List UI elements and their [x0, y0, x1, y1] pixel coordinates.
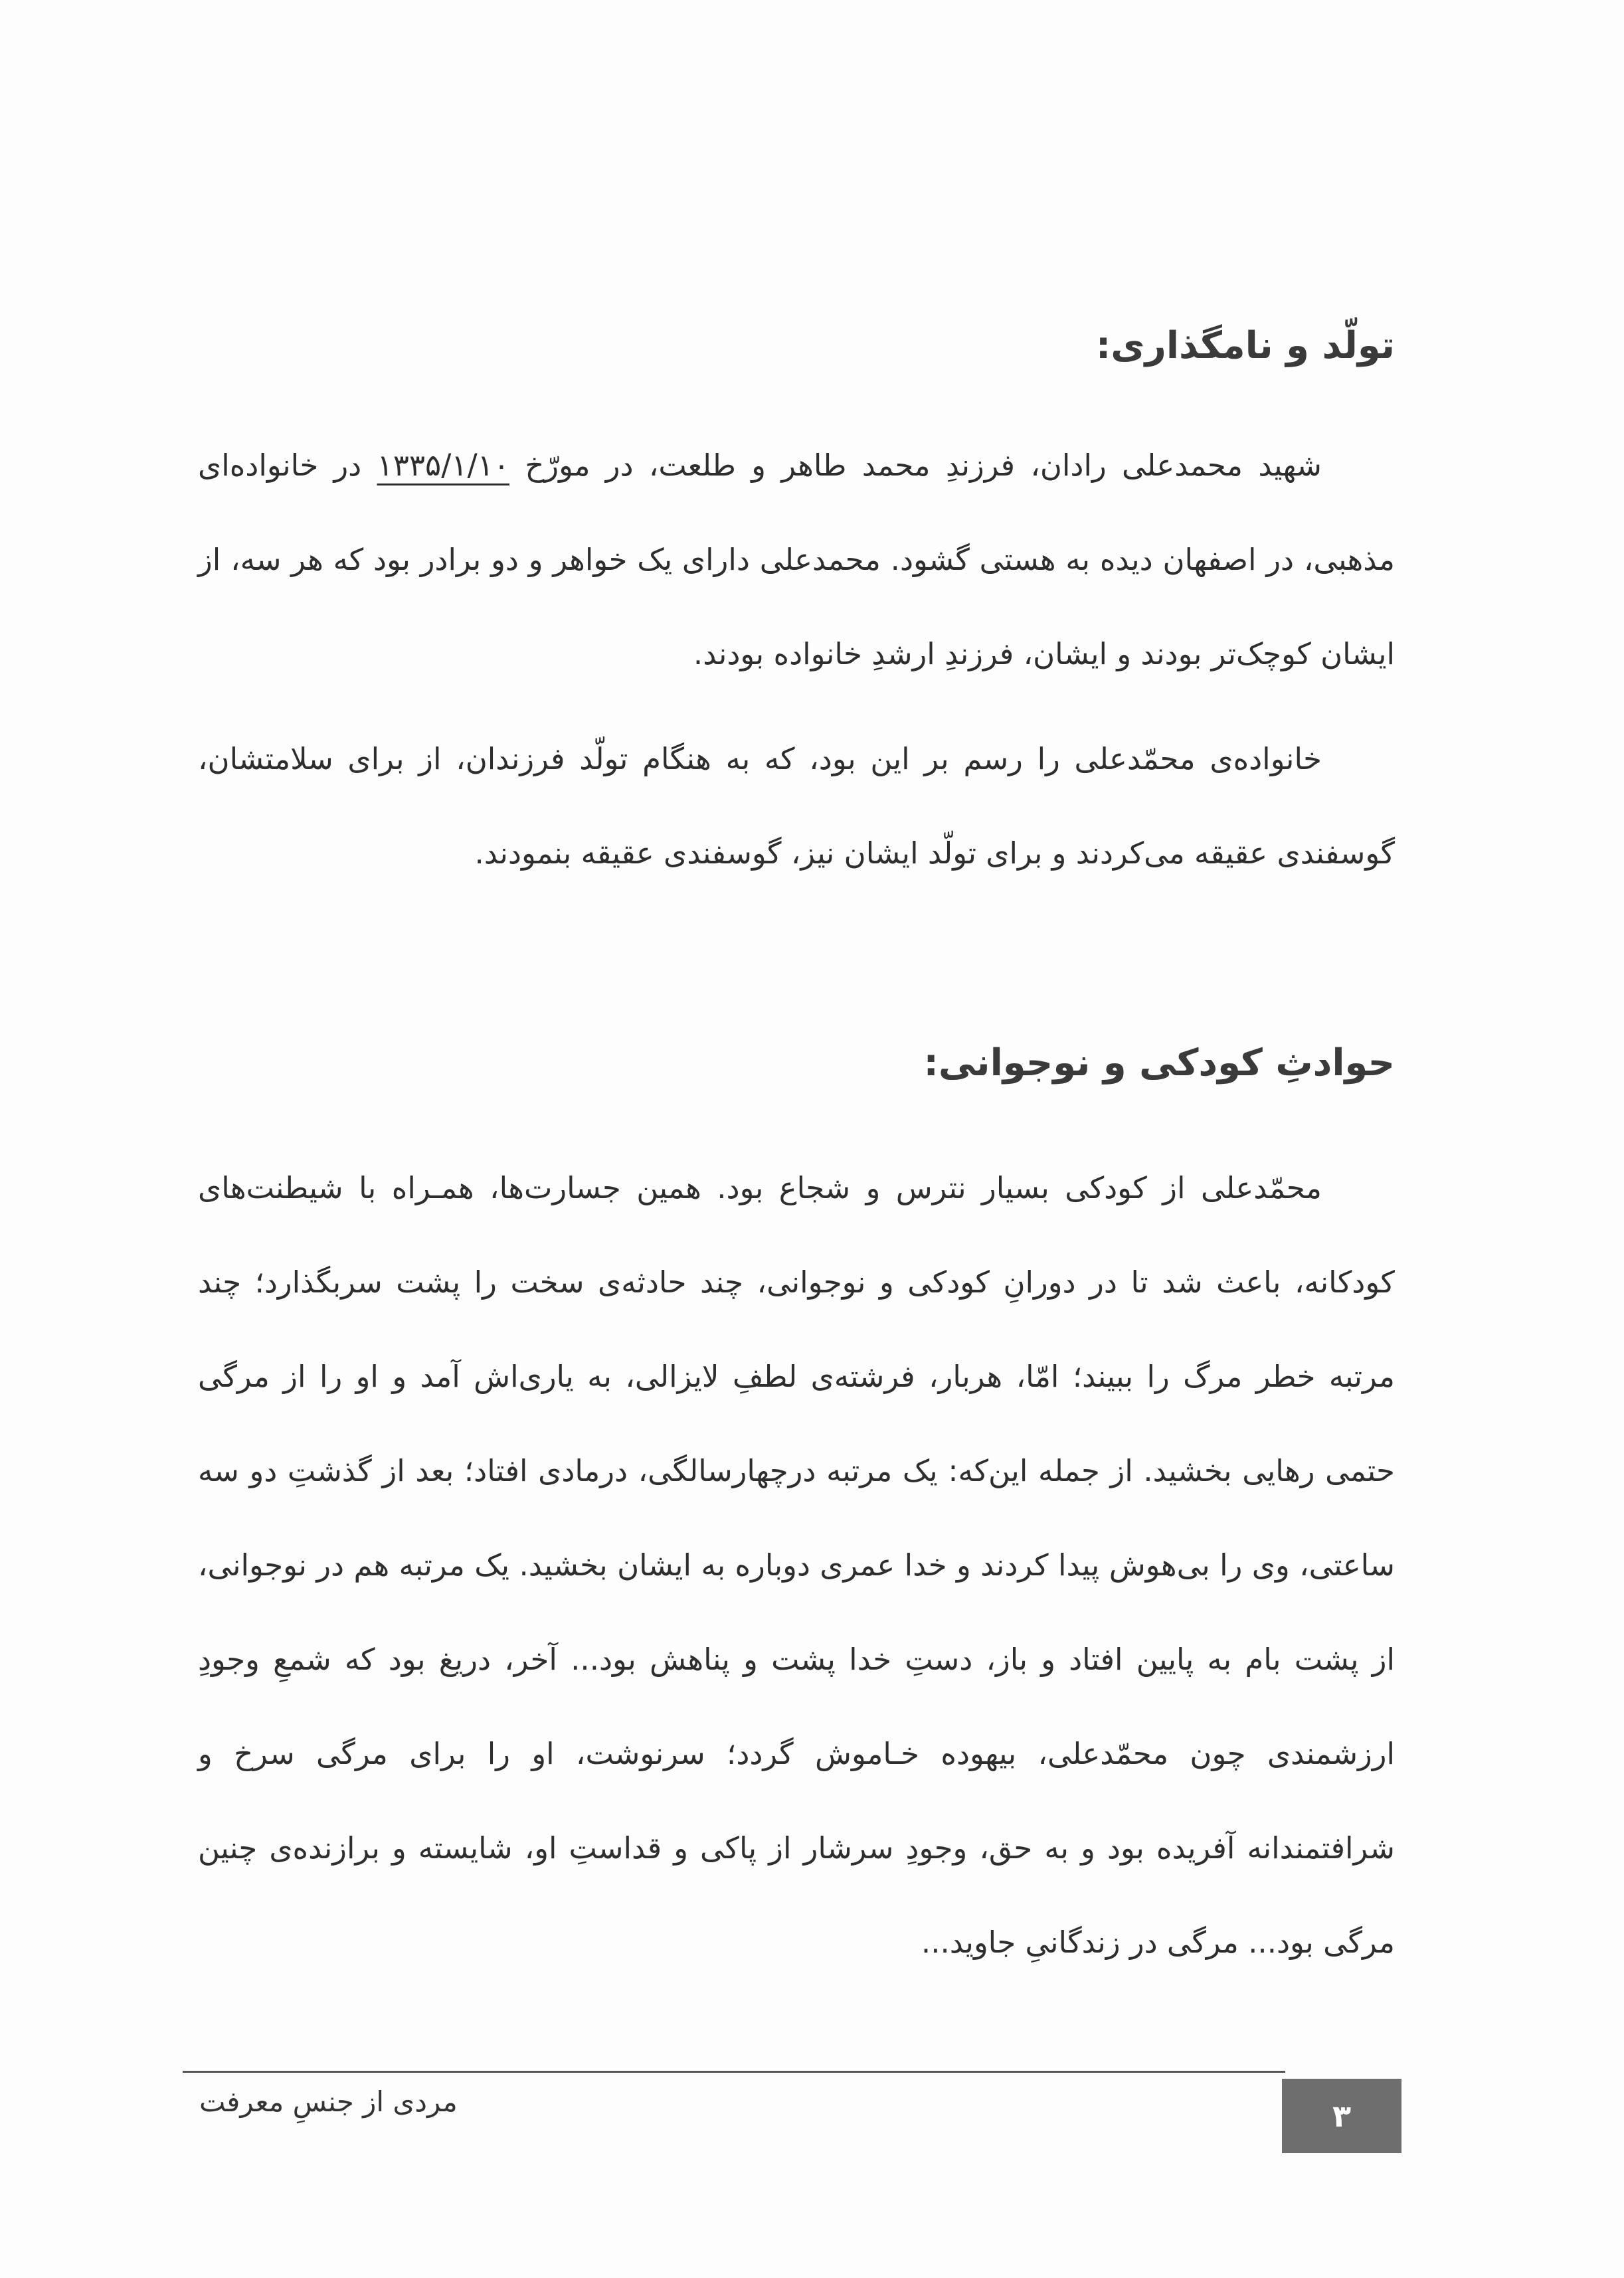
paragraph-birth-details: [198, 418, 1395, 701]
paragraph-text: محمّدعلی از کودکی بسیار نترس و شجاع بود. همین جسارت‌ها، همـراه با شیطنت‌های کودکانه، باعث شد تا در دورانِ کودکی و نوجوانی، چند حادثه‌ی سخت را پشت سربگذارد؛ چند مرتبه خطر مرگ را ببیند؛ امّا، هربار، فرشته‌ی لطفِ لایزالی، به یاری‌اش آمد و او را از مرگی حتمی رهایی بخشید. از جمله این‌که: یک مرتبه درچهارسالگی، درمادی افتاد؛ بعد از گذشتِ دو سه ساعتی، وی را بی‌هوش پیدا کردند و خدا عمری دوباره به ایشان بخشید. یک مرتبه هم در نوجوانی، از پشت بام به پایین افتاد و باز، دستِ خدا پشت و پناهش بود... آخر، دریغ بود که شمعِ وجودِ ارزشمندی چون محمّدعلی، بیهوده خـاموش گردد؛ سرنوشت، او را برای مرگی سرخ و شرافتمندانه آفریده بود و به حق، وجودِ سرشار از پاکی و قداستِ او، شایسته و برازنده‌ی چنین مرگی بود... مرگی در زندگانیِ جاوید...: [198, 1170, 1395, 1960]
paragraph-text-after-date: در خانواده‌ای مذهبی، در اصفهان دیده به هستی گشود. محمدعلی دارای یک خواهر و دو برادر بود که هر سه، از ایشان کوچک‌تر بودند و ایشان، فرزندِ ارشدِ خانواده بودند.: [198, 448, 1395, 671]
page-number: ۳: [1282, 2079, 1401, 2153]
birth-date: ۱۳۳۵/۱/۱۰: [377, 448, 510, 483]
paragraph-aqiqah: [198, 712, 1395, 901]
section-heading-childhood: حوادثِ کودکی و نوجوانی:: [923, 1041, 1395, 1085]
footer-book-title: مردی از جنسِ معرفت: [199, 2085, 458, 2118]
footer-divider: [183, 2071, 1285, 2073]
paragraph-childhood-events: [198, 1141, 1395, 1990]
paragraph-text-before-date: شهید محمدعلی رادان، فرزندِ محمد طاهر و طلعت، در مورّخ: [509, 448, 1322, 483]
section-heading-birth: تولّد و نامگذاری:: [1095, 324, 1395, 367]
paragraph-text: خانواده‌ی محمّدعلی را رسم بر این بود، که به هنگام تولّد فرزندان، از برای سلامتشان، گوسفندی عقیقه می‌کردند و برای تولّد ایشان نیز، گوسفندی عقیقه بنمودند.: [198, 741, 1395, 871]
